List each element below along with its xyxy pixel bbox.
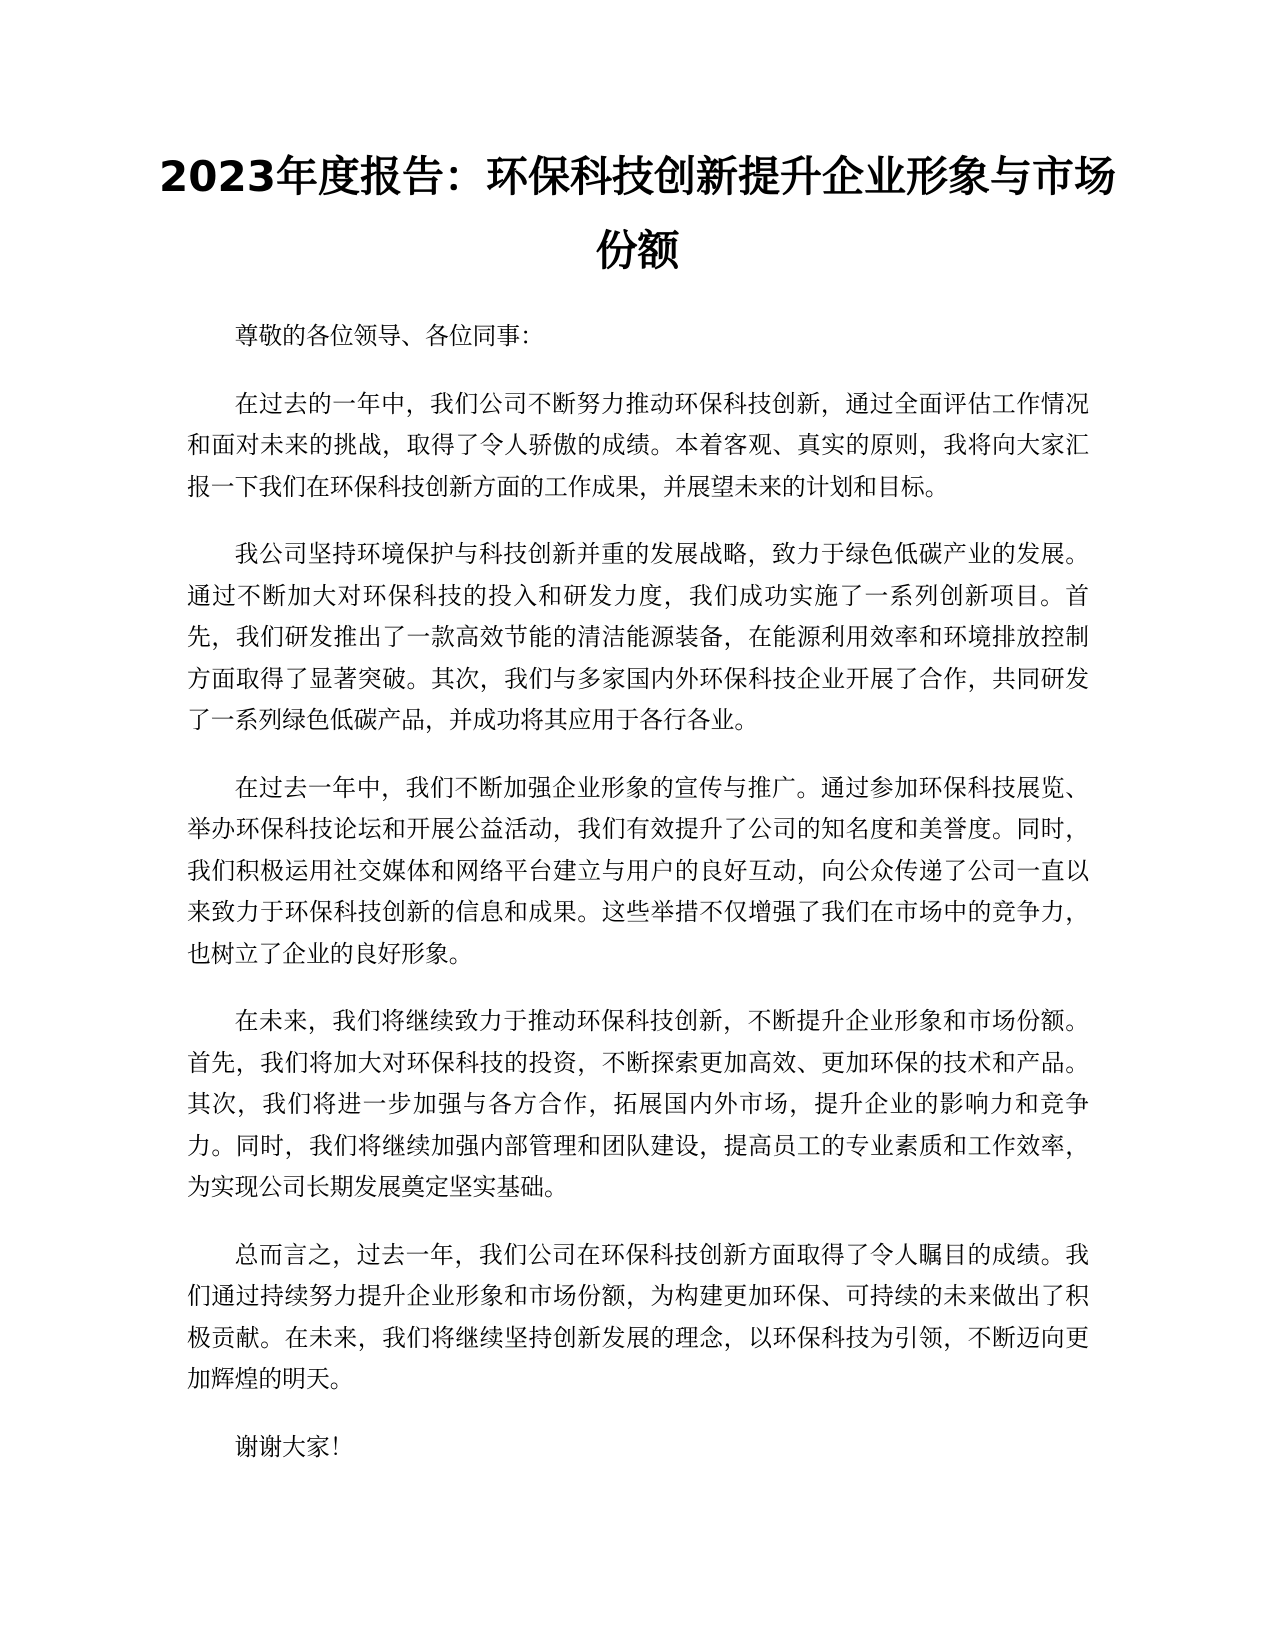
paragraph-conclusion: 总而言之，过去一年，我们公司在环保科技创新方面取得了令人瞩目的成绩。我们通过持续努力提升企业形象和市场份额，为构建更加环保、可持续的未来做出了积极贡献。在未来，我们将继续坚持创新发展的理念，以环保科技为引领，不断迈向更加辉煌的明天。 <box>187 1240 1089 1393</box>
salutation: 尊敬的各位领导、各位同事： <box>234 322 544 350</box>
paragraph-future-plans: 在未来，我们将继续致力于推动环保科技创新，不断提升企业形象和市场份额。首先，我们将加大对环保科技的投资，不断探索更加高效、更加环保的技术和产品。其次，我们将进一步加强与各方合作，拓展国内外市场，提升企业的影响力和竞争力。同时，我们将继续加强内部管理和团队建设，提高员工的专业素质和工作效率，为实现公司长期发展奠定坚实基础。 <box>187 1007 1089 1201</box>
paragraph-brand-promotion: 在过去一年中，我们不断加强企业形象的宣传与推广。通过参加环保科技展览、举办环保科技论坛和开展公益活动，我们有效提升了公司的知名度和美誉度。同时，我们积极运用社交媒体和网络平台建立与用户的良好互动，向公众传递了公司一直以来致力于环保科技创新的信息和成果。这些举措不仅增强了我们在市场中的竞争力，也树立了企业的良好形象。 <box>187 773 1089 968</box>
paragraph-intro: 在过去的一年中，我们公司不断努力推动环保科技创新，通过全面评估工作情况和面对未来的挑战，取得了令人骄傲的成绩。本着客观、真实的原则，我将向大家汇报一下我们在环保科技创新方面的工作成果，并展望未来的计划和目标。 <box>187 389 1089 501</box>
document-body <box>187 316 1089 1494</box>
closing-thanks: 谢谢大家！ <box>234 1432 354 1461</box>
document-title: 2023年度报告：环保科技创新提升企业形象与市场份额 <box>159 152 1116 275</box>
paragraph-innovation: 我公司坚持环境保护与科技创新并重的发展战略，致力于绿色低碳产业的发展。通过不断加大对环保科技的投入和研发力度，我们成功实施了一系列创新项目。首先，我们研发推出了一款高效节能的清洁能源装备，在能源利用效率和环境排放控制方面取得了显著突破。其次，我们与多家国内外环保科技企业开展了合作，共同研发了一系列绿色低碳产品，并成功将其应用于各行各业。 <box>187 540 1089 734</box>
